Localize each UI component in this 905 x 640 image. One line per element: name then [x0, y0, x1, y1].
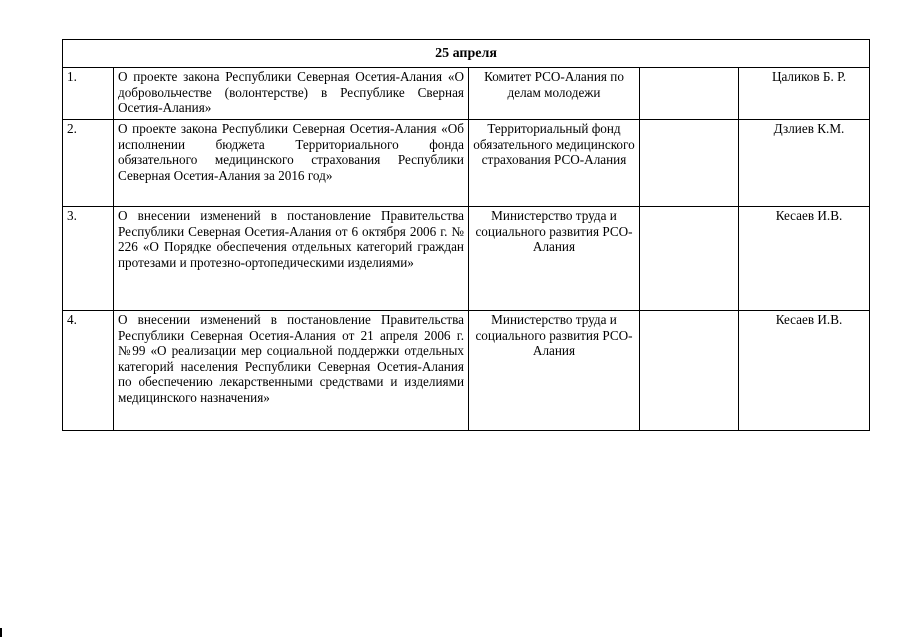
table-row [63, 311, 870, 431]
row-extra [640, 311, 739, 431]
date-header-row [63, 40, 870, 68]
date-header: 25 апреля [63, 40, 870, 68]
row-subject: О внесении изменений в постановление Правительства Республики Северная Осетия-Алания от 21 апреля 2006 г. №99 «О реализации мер социальной поддержки отдельных категорий населения Республики Северная Осетия-Алания по обеспечению лекарственными средствами и изделиями медицинского назначения» [114, 311, 469, 431]
row-person: Кесаев И.В. [739, 311, 870, 431]
row-responsible: Министерство труда и социального развития РСО-Алания [469, 311, 640, 431]
page-edge-mark [0, 628, 2, 637]
row-extra [640, 120, 739, 207]
row-number: 4. [63, 311, 114, 431]
table-row [63, 120, 870, 207]
row-number: 2. [63, 120, 114, 207]
row-person: Кесаев И.В. [739, 207, 870, 311]
row-responsible: Территориальный фонд обязательного медицинского страхования РСО-Алания [469, 120, 640, 207]
row-subject: О проекте закона Республики Северная Осетия-Алания «Об исполнении бюджета Территориального фонда обязательного медицинского страхования Республики Северная Осетия-Алания за 2016 год» [114, 120, 469, 207]
row-person: Дзлиев К.М. [739, 120, 870, 207]
schedule-table [62, 39, 870, 431]
row-responsible: Министерство труда и социального развития РСО-Алания [469, 207, 640, 311]
row-subject: О внесении изменений в постановление Правительства Республики Северная Осетия-Алания от 6 октября 2006 г. № 226 «О Порядке обеспечения отдельных категорий граждан протезами и протезно-ортопедическими изделиями» [114, 207, 469, 311]
table-row [63, 207, 870, 311]
row-extra [640, 68, 739, 120]
table-row [63, 68, 870, 120]
row-number: 3. [63, 207, 114, 311]
row-extra [640, 207, 739, 311]
row-person: Цаликов Б. Р. [739, 68, 870, 120]
row-number: 1. [63, 68, 114, 120]
row-subject: О проекте закона Республики Северная Осетия-Алания «О добровольчестве (волонтерстве) в Республике Сверная Осетия-Алания» [114, 68, 469, 120]
row-responsible: Комитет РСО-Алания по делам молодежи [469, 68, 640, 120]
